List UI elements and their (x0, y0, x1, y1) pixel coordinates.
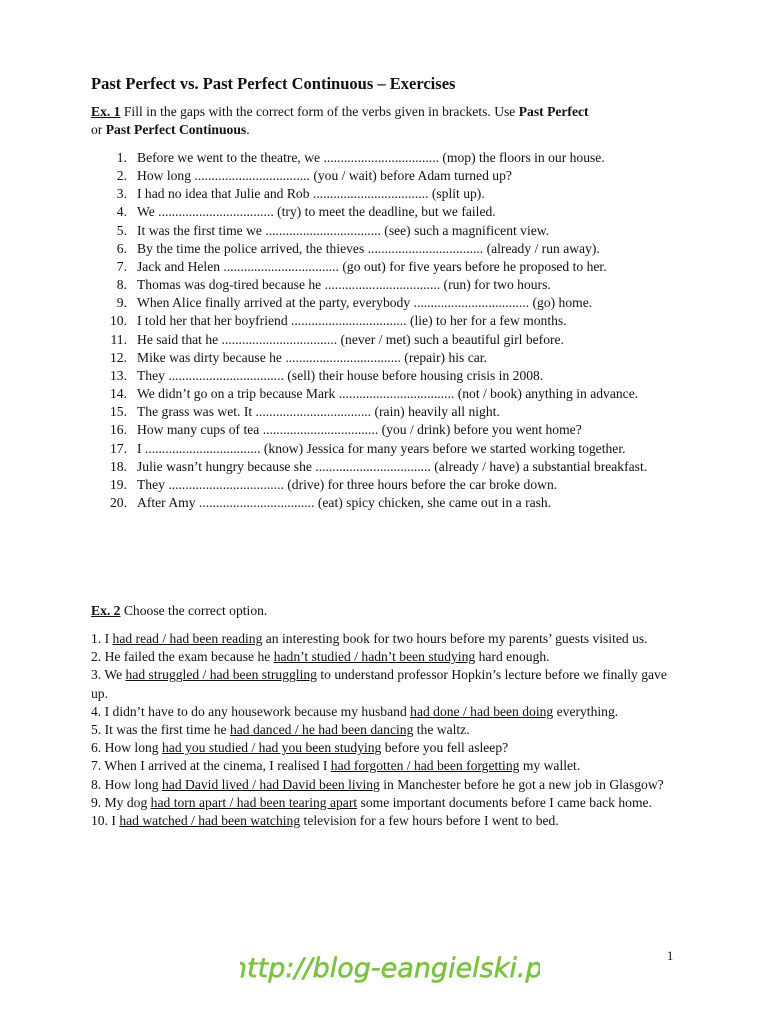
ex1-item (91, 476, 691, 494)
ex1-item-number: 3. (116, 186, 127, 202)
ex2-item-prefix: 4. I didn’t have to do any housework because my husband (91, 703, 411, 719)
ex1-item-text: It was the first time we .................................. (see) such a magnificent view. (137, 222, 550, 238)
ex1-item (91, 312, 691, 330)
ex2-item-options: had you studied / had you been studying (162, 740, 382, 756)
ex1-item-text: He said that he .................................. (never / met) such a beautiful girl before. (137, 331, 564, 347)
ex2-item (91, 739, 676, 757)
ex2-item (91, 721, 676, 739)
ex2-item (91, 666, 676, 702)
ex1-item-text: Jack and Helen .................................. (go out) for five years before he proposed to her. (137, 258, 607, 274)
ex1-item-text: By the time the police arrived, the thieves .................................. (already / run away). (137, 240, 600, 256)
ex1-item-text: Julie wasn’t hungry because she .................................. (already / have) a substantial breakfast. (137, 458, 648, 474)
ex1-item (91, 403, 691, 421)
ex2-item-prefix: 9. My dog (91, 794, 151, 810)
ex1-item-text: They .................................. (sell) their house before housing crisis in 2008. (137, 367, 544, 383)
ex1-item-number: 12. (110, 349, 127, 365)
ex2-item (91, 757, 676, 775)
ex2-item-options: had watched / had been watching (119, 813, 301, 829)
ex1-past-perfect: Past Perfect (518, 104, 589, 119)
ex1-instr-a: Fill in the gaps with the correct form of the verbs given in brackets. Use (120, 104, 519, 119)
ex2-item-suffix: everything. (553, 703, 619, 719)
ex2-item-prefix: 1. I (91, 631, 113, 646)
ex1-item (91, 222, 691, 240)
ex1-item-text: I told her that her boyfriend .................................. (lie) to her for a few months. (137, 313, 567, 329)
ex1-item-text: I .................................. (know) Jessica for many years before we started working together. (137, 440, 626, 456)
ex2-item-options: had read / had been reading (112, 631, 263, 646)
ex1-item (91, 203, 691, 221)
ex1-item (91, 240, 691, 258)
ex2-item-suffix: in Manchester before he got a new job in Glasgow? (379, 776, 664, 792)
ex2-item (91, 812, 676, 830)
ex1-item-text: Before we went to the theatre, we .................................. (mop) the floors in our house. (137, 150, 605, 165)
blog-link-text[interactable] (240, 945, 540, 1001)
ex1-item-text: Mike was dirty because he .................................. (repair) his car. (137, 349, 487, 365)
ex2-item-prefix: 5. It was the first time he (91, 722, 230, 738)
ex2-list (91, 630, 676, 830)
ex2-instr: Choose the correct option. (120, 603, 268, 618)
ex1-item-number: 9. (116, 295, 127, 311)
ex1-item-number: 14. (110, 386, 127, 402)
ex1-item-number: 17. (110, 440, 127, 456)
ex1-item (91, 331, 691, 349)
ex1-item (91, 421, 691, 439)
ex1-item-text: The grass was wet. It .................................. (rain) heavily all night. (137, 404, 500, 420)
ex2-label: Ex. 2 (91, 603, 121, 618)
ex1-item-number: 16. (110, 422, 127, 438)
ex1-item-number: 5. (116, 222, 127, 238)
ex1-item (91, 149, 691, 167)
ex1-item-text: How many cups of tea .................................. (you / drink) before you went home? (137, 422, 582, 438)
ex1-item-text: How long .................................. (you / wait) before Adam turned up? (137, 168, 512, 184)
ex2-item (91, 703, 676, 721)
blog-link[interactable] (240, 945, 540, 1001)
ex1-item (91, 494, 691, 512)
ex1-item (91, 294, 691, 312)
ex1-item-text: When Alice finally arrived at the party, everybody .................................. (go) home. (137, 295, 593, 311)
ex2-item-suffix: television for a few hours before I went to bed. (300, 813, 559, 829)
ex2-item-suffix: my wallet. (519, 758, 581, 774)
ex2-item-options: had forgotten / had been forgetting (330, 758, 520, 774)
ex1-item (91, 276, 691, 294)
ex2-item (91, 794, 676, 812)
ex2-instructions (91, 602, 691, 620)
ex2-item-suffix: before you fell asleep? (381, 740, 509, 756)
ex2-item (91, 648, 676, 666)
ex1-item-number: 20. (110, 494, 127, 510)
ex2-item-suffix: the waltz. (413, 722, 470, 738)
ex1-item-number: 13. (110, 367, 127, 383)
ex1-item-number: 18. (110, 458, 127, 474)
ex2-item-prefix: 7. When I arrived at the cinema, I realised I (91, 758, 331, 774)
ex1-item (91, 185, 691, 203)
ex1-item-number: 19. (110, 476, 127, 492)
ex2-item-suffix: some important documents before I came back home. (357, 794, 652, 810)
ex1-item-text: We didn’t go on a trip because Mark .................................. (not / book) anything in advance. (137, 386, 639, 402)
ex1-item (91, 458, 691, 476)
ex1-item-number: 6. (116, 240, 127, 256)
ex1-list (91, 149, 691, 512)
ex1-item-number: 15. (110, 404, 127, 420)
ex1-past-perfect-continuous: Past Perfect Continuous (105, 122, 247, 137)
ex2-item-prefix: 10. I (91, 813, 120, 829)
ex2-item-prefix: 6. How long (91, 740, 162, 756)
ex1-item-text: I had no idea that Julie and Rob .................................. (split up). (137, 186, 485, 202)
ex1-item (91, 258, 691, 276)
ex1-item (91, 385, 691, 403)
ex2-item-suffix: an interesting book for two hours before my parents’ guests visited us. (262, 631, 648, 646)
ex2-item (91, 776, 676, 794)
ex2-item-prefix: 2. He failed the exam because he (91, 649, 274, 665)
page-number: 1 (667, 949, 674, 963)
ex1-item-text: They .................................. (drive) for three hours before the car broke down. (137, 476, 558, 492)
blog-link-label[interactable]: http://blog-eangielski.pl (240, 953, 540, 984)
ex1-item-number: 2. (116, 168, 127, 184)
ex1-item-number: 10. (110, 313, 127, 329)
ex1-item-text: We .................................. (try) to meet the deadline, but we failed. (137, 204, 496, 220)
ex1-item-text: After Amy .................................. (eat) spicy chicken, she came out in a rash. (137, 494, 552, 510)
ex1-item (91, 440, 691, 458)
page-title: Past Perfect vs. Past Perfect Continuous – Exercises (91, 74, 456, 93)
ex2-item-suffix: hard enough. (475, 649, 550, 665)
ex1-or: or (91, 122, 106, 137)
ex2-item-options: had struggled / had been struggling (125, 667, 317, 683)
ex1-item-number: 4. (116, 204, 127, 220)
ex1-item (91, 349, 691, 367)
ex2-item-options: had danced / he had been dancing (229, 722, 414, 738)
ex1-item-number: 11. (110, 331, 127, 347)
ex2-item-options: had done / had been doing (410, 703, 554, 719)
ex2-item-options: hadn’t studied / hadn’t been studying (273, 649, 476, 665)
ex2-item-options: had torn apart / had been tearing apart (150, 794, 358, 810)
ex1-item-number: 1. (116, 150, 127, 165)
ex2-item-options: had David lived / had David been living (162, 776, 380, 792)
ex1-instr-c: . (246, 122, 250, 137)
ex2-item-prefix: 8. How long (91, 776, 162, 792)
ex1-instructions (91, 103, 691, 139)
ex1-item-text: Thomas was dog-tired because he .................................. (run) for two hours. (137, 277, 551, 293)
ex1-item-number: 7. (116, 258, 127, 274)
ex1-label: Ex. 1 (91, 104, 121, 119)
ex2-item (91, 630, 676, 648)
ex2-item-suffix: to understand professor Hopkin’s lecture before we finally gave up. (91, 667, 667, 701)
ex2-item-prefix: 3. We (91, 667, 126, 683)
ex1-item-number: 8. (116, 277, 127, 293)
ex1-item (91, 367, 691, 385)
ex1-item (91, 167, 691, 185)
